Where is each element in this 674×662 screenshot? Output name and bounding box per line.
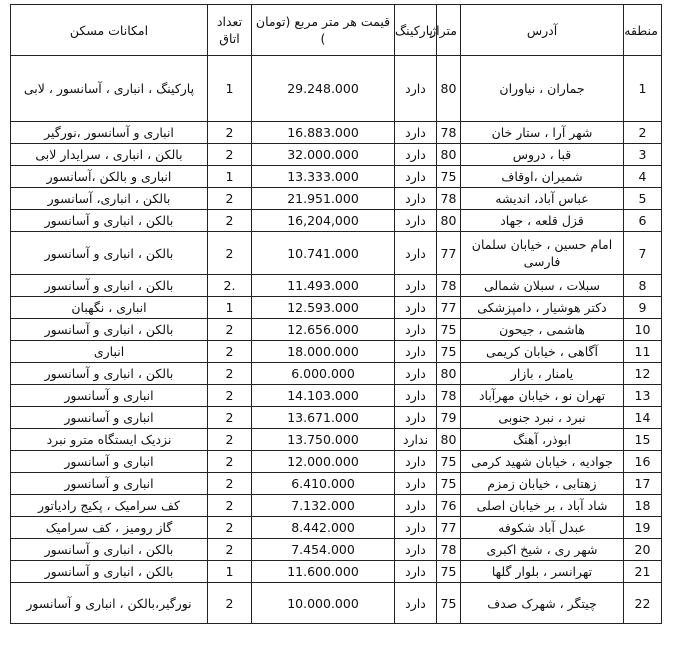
cell-price: 18.000.000 [252,341,395,363]
cell-area: 75 [437,473,461,495]
cell-price: 12.000.000 [252,451,395,473]
cell-price: 32.000.000 [252,144,395,166]
cell-region: 9 [624,297,662,319]
cell-area: 80 [437,363,461,385]
cell-address: قزل قلعه ، جهاد [461,210,624,232]
table-row [11,583,662,624]
cell-parking: دارد [395,539,437,561]
cell-parking: دارد [395,341,437,363]
header-parking: پارکینگ [395,5,437,56]
cell-facilities: بالکن ، انباری و آسانسور [11,363,208,385]
cell-parking: دارد [395,210,437,232]
cell-region: 2 [624,122,662,144]
cell-parking: دارد [395,561,437,583]
cell-region: 13 [624,385,662,407]
cell-region: 17 [624,473,662,495]
cell-area: 76 [437,495,461,517]
cell-price: 7.132.000 [252,495,395,517]
cell-facilities: انباری [11,341,208,363]
table-row [11,363,662,385]
cell-address: نبرد ، نبرد جنوبی [461,407,624,429]
cell-area: 78 [437,188,461,210]
table-row [11,297,662,319]
table-row [11,275,662,297]
cell-facilities: بالکن ، انباری و آسانسور [11,539,208,561]
cell-area: 75 [437,166,461,188]
table-row [11,473,662,495]
table-row [11,166,662,188]
cell-parking: ندارد [395,429,437,451]
cell-price: 13.333.000 [252,166,395,188]
cell-region: 19 [624,517,662,539]
cell-parking: دارد [395,407,437,429]
table-row [11,341,662,363]
cell-parking: دارد [395,144,437,166]
cell-region: 15 [624,429,662,451]
cell-price: 7.454.000 [252,539,395,561]
cell-rooms: 2 [208,583,252,624]
cell-region: 12 [624,363,662,385]
cell-rooms: 1 [208,297,252,319]
cell-rooms: 2 [208,144,252,166]
cell-facilities: انباری و بالکن ،آسانسور [11,166,208,188]
cell-rooms: 1 [208,56,252,122]
cell-facilities: بالکن ، انباری و آسانسور [11,319,208,341]
cell-address: تهران نو ، خیابان مهرآباد [461,385,624,407]
cell-facilities: بالکن ، انباری و آسانسور [11,232,208,275]
cell-area: 75 [437,451,461,473]
cell-rooms: 2 [208,188,252,210]
cell-region: 8 [624,275,662,297]
cell-region: 16 [624,451,662,473]
cell-price: 11.493.000 [252,275,395,297]
cell-parking: دارد [395,232,437,275]
cell-price: 6.410.000 [252,473,395,495]
cell-address: هاشمی ، جیحون [461,319,624,341]
table-row [11,407,662,429]
header-price: قیمت هر متر مربع (تومان ) [252,5,395,56]
cell-area: 77 [437,517,461,539]
cell-region: 20 [624,539,662,561]
cell-parking: دارد [395,451,437,473]
cell-facilities: انباری و آسانسور [11,473,208,495]
cell-rooms: 2 [208,232,252,275]
table-row [11,429,662,451]
cell-facilities: بالکن ، انباری ، سرایدار لابی [11,144,208,166]
cell-parking: دارد [395,319,437,341]
cell-parking: دارد [395,56,437,122]
cell-address: شمیران ،اوقاف [461,166,624,188]
cell-price: 13.671.000 [252,407,395,429]
housing-price-table [10,4,662,624]
cell-facilities: پارکینگ ، انباری ، آسانسور ، لابی [11,56,208,122]
cell-address: زهتابی ، خیابان زمزم [461,473,624,495]
cell-area: 80 [437,210,461,232]
cell-rooms: 2 [208,385,252,407]
table-row [11,517,662,539]
cell-area: 79 [437,407,461,429]
cell-region: 21 [624,561,662,583]
cell-facilities: انباری ، نگهبان [11,297,208,319]
cell-price: 11.600.000 [252,561,395,583]
cell-rooms: 2 [208,517,252,539]
cell-parking: دارد [395,188,437,210]
cell-rooms: 2 [208,407,252,429]
cell-facilities: بالکن ، انباری، آسانسور [11,188,208,210]
table-row [11,232,662,275]
cell-region: 14 [624,407,662,429]
cell-address: جماران ، نیاوران [461,56,624,122]
table-row [11,561,662,583]
header-region: منطقه [624,5,662,56]
cell-rooms: 1 [208,561,252,583]
cell-address: چیتگر ، شهرک صدف [461,583,624,624]
cell-rooms: 2 [208,429,252,451]
cell-area: 75 [437,561,461,583]
cell-region: 4 [624,166,662,188]
cell-region: 11 [624,341,662,363]
cell-address: دکتر هوشیار ، دامپزشکی [461,297,624,319]
cell-region: 22 [624,583,662,624]
cell-price: 10.000.000 [252,583,395,624]
cell-area: 78 [437,539,461,561]
cell-price: 13.750.000 [252,429,395,451]
cell-rooms: 2 [208,451,252,473]
cell-area: 80 [437,56,461,122]
cell-price: 12.593.000 [252,297,395,319]
table-row [11,539,662,561]
cell-rooms: 2 [208,210,252,232]
cell-rooms: 2. [208,275,252,297]
cell-area: 80 [437,144,461,166]
cell-rooms: 2 [208,341,252,363]
cell-facilities: گاز رومیز ، کف سرامیک [11,517,208,539]
cell-facilities: انباری و آسانسور [11,385,208,407]
cell-address: شاد آباد ، بر خیابان اصلی [461,495,624,517]
cell-area: 78 [437,122,461,144]
cell-price: 16,204,000 [252,210,395,232]
cell-parking: دارد [395,385,437,407]
cell-address: آگاهی ، خیابان کریمی [461,341,624,363]
table-row [11,495,662,517]
cell-facilities: بالکن ، انباری و آسانسور [11,275,208,297]
table-row [11,210,662,232]
cell-facilities: انباری و آسانسور [11,451,208,473]
cell-price: 6.000.000 [252,363,395,385]
cell-region: 1 [624,56,662,122]
cell-parking: دارد [395,297,437,319]
header-row [11,5,662,56]
table-row [11,188,662,210]
cell-parking: دارد [395,275,437,297]
cell-parking: دارد [395,166,437,188]
cell-area: 77 [437,232,461,275]
cell-area: 78 [437,275,461,297]
cell-rooms: 2 [208,495,252,517]
table-row [11,122,662,144]
cell-price: 16.883.000 [252,122,395,144]
cell-facilities: نورگیر،بالکن ، انباری و آسانسور [11,583,208,624]
cell-address: سبلات ، سبلان شمالی [461,275,624,297]
cell-address: عباس آباد، اندیشه [461,188,624,210]
cell-region: 7 [624,232,662,275]
table-row [11,56,662,122]
cell-rooms: 2 [208,363,252,385]
table-row [11,144,662,166]
cell-address: یامنار ، بازار [461,363,624,385]
cell-area: 80 [437,429,461,451]
cell-region: 5 [624,188,662,210]
cell-price: 12.656.000 [252,319,395,341]
cell-region: 3 [624,144,662,166]
cell-parking: دارد [395,473,437,495]
cell-parking: دارد [395,363,437,385]
table-body [11,56,662,624]
cell-region: 6 [624,210,662,232]
cell-area: 78 [437,385,461,407]
header-area: متراژ [437,5,461,56]
cell-area: 77 [437,297,461,319]
cell-address: شهر آرا ، ستار خان [461,122,624,144]
cell-parking: دارد [395,122,437,144]
cell-area: 75 [437,583,461,624]
cell-address: جوادیه ، خیابان شهید کرمی [461,451,624,473]
cell-rooms: 2 [208,122,252,144]
cell-address: تهرانسر ، بلوار گلها [461,561,624,583]
header-address: آدرس [461,5,624,56]
cell-area: 75 [437,341,461,363]
cell-region: 18 [624,495,662,517]
cell-region: 10 [624,319,662,341]
cell-facilities: انباری و آسانسور [11,407,208,429]
table-row [11,319,662,341]
cell-rooms: 2 [208,539,252,561]
cell-price: 10.741.000 [252,232,395,275]
cell-facilities: بالکن ، انباری و آسانسور [11,561,208,583]
cell-address: عبدل آباد شکوفه [461,517,624,539]
cell-facilities: بالکن ، انباری و آسانسور [11,210,208,232]
cell-rooms: 2 [208,473,252,495]
header-rooms: تعداد اتاق [208,5,252,56]
cell-parking: دارد [395,517,437,539]
cell-rooms: 1 [208,166,252,188]
header-facilities: امکانات مسکن [11,5,208,56]
cell-area: 75 [437,319,461,341]
cell-parking: دارد [395,495,437,517]
table-row [11,385,662,407]
cell-price: 8.442.000 [252,517,395,539]
cell-facilities: کف سرامیک ، پکیج رادیاتور [11,495,208,517]
table-row [11,451,662,473]
cell-parking: دارد [395,583,437,624]
cell-price: 14.103.000 [252,385,395,407]
cell-address: ابوذر، آهنگ [461,429,624,451]
cell-price: 29.248.000 [252,56,395,122]
cell-price: 21.951.000 [252,188,395,210]
cell-rooms: 2 [208,319,252,341]
cell-address: امام حسین ، خیابان سلمان فارسی [461,232,624,275]
cell-facilities: انباری و آسانسور ،نورگیر [11,122,208,144]
cell-address: شهر ری ، شیخ اکبری [461,539,624,561]
cell-facilities: نزدیک ایستگاه مترو نبرد [11,429,208,451]
cell-address: قبا ، دروس [461,144,624,166]
